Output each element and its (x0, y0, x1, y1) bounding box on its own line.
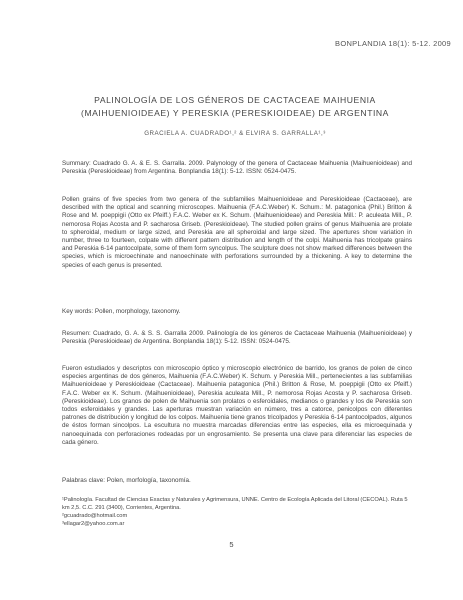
footnote-email-2: ³ellagar2@yahoo.com.ar (62, 520, 125, 527)
footnote-email-1: ²gcuadrado@hotmail.com (62, 512, 128, 519)
abstract-english: Pollen grains of five species from two genera of the subfamilies Maihuenioideae and Pereskioideae (Cactaceae), are described with the optical and scanning microscopes. Maihuenia (F.A.C.Weber) K. Schum.: M. patagonica (Phil.) Britton & Rose and M. poeppigii (Otto ex Pfeiff.) F.A.C. Weber ex K. Schum. (Maihuenioideae) and Pereskia Mill.: P. aculeata Mill., P. nemorosa Rojas Acosta and P. sacharosa Griseb. (Pereskioideae). The studied pollen grains of genus Maihuenia are prolate to spheroidal, medium or large sized, and Pereskia are all spheroidal and large sized. The apertures show variation in number, three to fourteen, colpate with different pattern distribution and length of the colpi. Maihuenia has tricolpate grains and Pereskia 6-14 pantocolpate, some of them form syncolpus. The sculpture does not show marked differences between the species, which is microechinate and nanoechinate with perforations surrounded by a thickening. A key to determine the species of each genus is presented. (62, 196, 412, 269)
footnotes (62, 497, 412, 529)
page-number: 5 (229, 540, 234, 549)
running-head: BONPLANDIA 18(1): 5-12. 2009 (335, 39, 451, 48)
footnote-affiliation: ¹Palinología. Facultad de Ciencias Exactas y Naturales y Agrimensura, UNNE. Centro de Ecología Aplicada del Litoral (CECOAL). Ruta 5 km 2,5. C.C. 291 (3400), Corrientes, Argentina. (62, 497, 408, 511)
title-line-2: (MAIHUENIOIDEAE) Y PERESKIA (PERESKIOIDEAE) DE ARGENTINA (81, 108, 389, 118)
resumen-citation: Resumen: Cuadrado, G. A. & S. S. Garralla 2009. Palinología de los géneros de Cactaceae Maihuenia (Maihuenioideae) y Pereskia (Pereskioideae) de Argentina. Bonplandia 18(1): 5-12. ISSN: 0524-0475. (62, 330, 412, 346)
abstract-spanish: Fueron estudiados y descriptos con microscopio óptico y microscopio electrónico de barrido, los granos de polen de cinco especies argentinas de dos géneros, Maihuenia (F.A.C.Weber) K. Schum. y Pereskia Mill., pertenecientes a las subfamilias Maihuenioideae y Pereskioideae (Cactaceae). Maihuenia patagonica (Phil.) Britton & Rose, M. poeppigii (Otto ex Pfeiff.) F.A.C. Weber ex K. Schum. (Maihuenioideae), Pereskia aculeata Mill., P. nemorosa Rojas Acosta y P. sacharosa Griseb. (Pereskioideae). Los granos de polen de Maihuenia son prolatos o esferoidales, medianos o grandes y los de Pereskia son todos esferoidales y grandes. Las aperturas muestran variación en número, tres a catorce, penicolpos con diferentes patrones de distribución y longitud de los colpos. Maihuenia tiene granos tricolpados y Pereskia 6-14 pantocolpados, algunos de éstos forman sincolpos. La escultura no muestra marcadas diferencias entre las especies, ella es microequinada y nanoequinada con perforaciones rodeadas por un engrosamiento. Se presenta una clave para diferenciar las especies de cada género. (62, 365, 412, 446)
paper-title (40, 94, 430, 120)
keywords-english: Key words: Pollen, morphology, taxonomy. (62, 308, 181, 315)
summary-citation: Summary: Cuadrado G. A. & E. S. Garralla. 2009. Palynology of the genera of Cactaceae Maihuenia (Maihuenioideae) and Pereskia (Pereskioideae) from Argentina. Bonplandia 18(1): 5-12. ISSN: 0524-0475. (62, 160, 412, 176)
authors: GRACIELA A. CUADRADO¹,² & ELVIRA S. GARRALLA¹,³ (144, 130, 326, 137)
title-line-1: PALINOLOGÍA DE LOS GÉNEROS DE CACTACEAE MAIHUENIA (94, 95, 376, 105)
keywords-spanish: Palabras clave: Polen, morfología, taxonomía. (62, 477, 191, 484)
